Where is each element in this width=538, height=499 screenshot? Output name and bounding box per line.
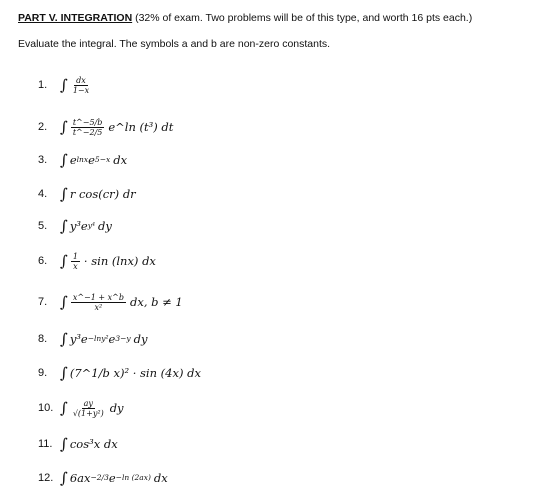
problem-7: [38, 290, 183, 314]
base: e: [88, 153, 95, 167]
problem-4: [38, 182, 136, 206]
integral-expression: [60, 76, 92, 95]
problem-8: [38, 327, 147, 351]
integrand-tail: cos³x dx: [69, 437, 118, 451]
base: y³e: [69, 332, 88, 346]
integral-expression: ∫ y³e −lny² e 3−y dy: [60, 330, 148, 348]
integrand-tail: dy: [109, 401, 124, 415]
integrand-tail: r cos(cr) dr: [69, 187, 136, 201]
integrand-tail: dy: [133, 332, 148, 346]
integral-expression: ∫ y³e y⁴ dy: [60, 217, 112, 235]
fraction: [71, 118, 105, 137]
integrand-tail: dx: [113, 153, 128, 167]
problem-number: 6.: [38, 255, 48, 267]
numerator: 1: [72, 251, 78, 261]
integral-sign: ∫: [60, 364, 68, 382]
integral-expression: [60, 293, 183, 312]
integral-sign: ∫: [60, 330, 68, 348]
fraction: [71, 399, 106, 418]
base: e: [108, 471, 116, 485]
integrand-tail: dx: [153, 471, 168, 485]
instructions: Evaluate the integral. The symbols a and b are non-zero constants.: [18, 38, 331, 50]
integral-expression: [60, 185, 136, 203]
base: e: [69, 153, 77, 167]
denominator: x: [73, 261, 78, 271]
problem-number: 5.: [38, 220, 48, 232]
integral-expression: [60, 435, 118, 453]
integral-sign: ∫: [60, 185, 68, 203]
problem-number: 3.: [38, 154, 48, 166]
integral-sign: ∫: [60, 151, 68, 169]
problem-1: [38, 73, 92, 97]
problem-9: [38, 361, 201, 385]
integral-expression: ∫ 6ax −2/3 e −ln (2ax) dx: [60, 469, 168, 487]
problem-3: [38, 148, 127, 172]
problem-number: 8.: [38, 333, 48, 345]
numerator: ay: [83, 398, 93, 408]
problem-number: 9.: [38, 367, 48, 379]
numerator: dx: [76, 75, 86, 85]
denominator: 1−x: [72, 85, 90, 95]
base: y³e: [69, 219, 88, 233]
problem-number: 12.: [38, 472, 54, 484]
fraction: [71, 76, 91, 95]
integral-expression: [60, 399, 124, 418]
integral-expression: [60, 252, 156, 271]
section-title: PART V. INTEGRATION: [18, 12, 133, 24]
integral-sign: ∫: [60, 469, 68, 487]
denominator: t^−2/5: [72, 127, 103, 137]
problem-10: [38, 396, 124, 420]
fraction: [71, 252, 80, 271]
problem-number: 11.: [38, 438, 53, 450]
integrand-tail: dy: [98, 219, 112, 233]
problem-number: 10.: [38, 402, 54, 414]
problem-number: 4.: [38, 188, 48, 200]
section-header: [18, 12, 472, 24]
integral-sign: ∫: [60, 217, 68, 235]
problem-6: [38, 249, 156, 273]
base: e: [108, 332, 116, 346]
integral-sign: ∫: [60, 399, 68, 417]
problem-number: 1.: [38, 79, 48, 91]
integral-expression: ∫ e lnx e 5−x dx: [60, 151, 128, 169]
problem-11: [38, 432, 118, 456]
numerator: x^−1 + x^b: [72, 292, 124, 302]
problem-number: 7.: [38, 296, 48, 308]
section-subtitle: (32% of exam. Two problems will be of this type, and worth 16 pts each.): [135, 12, 473, 24]
integrand-tail: e^ln (t³) dt: [108, 120, 174, 134]
integrand-tail: dx, b ≠ 1: [129, 295, 183, 309]
denominator: √(1+y²): [72, 408, 104, 418]
denominator: x²: [94, 302, 103, 312]
integral-sign: ∫: [60, 293, 68, 311]
base: 6ax: [69, 471, 91, 485]
integral-expression: [60, 364, 201, 382]
integral-sign: ∫: [60, 118, 68, 136]
integrand-tail: · sin (lnx) dx: [83, 254, 156, 268]
fraction: [71, 293, 126, 312]
numerator: t^−5/b: [72, 117, 103, 127]
problem-2: [38, 115, 173, 139]
problem-12: [38, 466, 168, 490]
integral-sign: ∫: [60, 76, 68, 94]
integrand-tail: (7^1/b x)² · sin (4x) dx: [69, 366, 201, 380]
problem-5: [38, 214, 112, 238]
problem-number: 2.: [38, 121, 48, 133]
integral-expression: [60, 118, 173, 137]
integral-sign: ∫: [60, 252, 68, 270]
integral-sign: ∫: [60, 435, 68, 453]
